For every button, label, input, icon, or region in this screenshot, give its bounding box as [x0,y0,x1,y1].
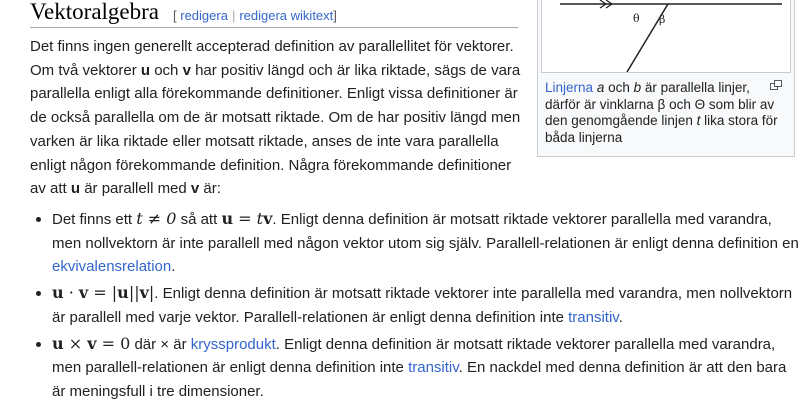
math-formula: u · v = |u||v| [52,283,155,303]
figure-caption [545,80,791,146]
list-item: u × v = 0 där × är kryssprodukt. Enligt denna definition är motsatt riktade vektorer parallella med varandra, men parallell-relationen är enligt denna definition inte transitiv. En nackdel med denna definition är att den bara är meningsfull i tre dimensioner. [30,332,800,404]
intro-line-2: Om två vektorer u och v har positiv längd och är lika riktade, sägs de vara [30,61,521,79]
figure-thumbnail [537,0,795,157]
intro-line-4: de också parallella om de är motsatt riktade. Om de har positiv längd men [30,109,521,127]
caption-line-1: Linjerna a och b är parallella linjer, [545,80,750,95]
label-theta: θ [633,12,640,25]
intro-line-3: parallella enligt alla förekommande definitioner. Enligt vissa definitioner är [30,85,518,103]
list-item: u · v = |u||v|. Enligt denna definition är motsatt riktade vektorer inte parallella med varandra, men nollvektorn är parallell med varje vektor. Parallell-relationen är enligt denna definition inte transitiv. [30,281,800,329]
caption-line-2: därför är vinklarna β och Θ som blir av [545,96,775,112]
math-formula: u × v = 0 [52,333,131,353]
edit-separator: | [231,8,236,23]
parallel-lines-figure[interactable] [541,0,791,73]
label-beta: β [659,13,666,26]
caption-line-3: den genomgående linjen t lika stora för [545,113,778,128]
intro-line-5: varken är lika riktade eller motsatt riktade, anses de inte vara parallella [30,132,499,150]
link-transitiv[interactable]: transitiv [408,359,459,377]
intro-line-1: Det finns ingen generellt accepterad definition av parallellitet för vektorer. [30,38,514,55]
math-formula: t ≠ 0 [136,209,177,228]
edit-wikitext-link[interactable]: redigera wikitext [239,8,334,23]
edit-section-links [173,8,337,23]
link-kryssprodukt[interactable]: kryssprodukt [190,335,276,353]
definitions-list [30,207,800,406]
caption-link-linjerna[interactable]: Linjerna [545,80,594,95]
section-title: Vektoralgebra [30,0,159,24]
bullet-icon [36,217,41,222]
link-ekvivalensrelation[interactable]: ekvivalensrelation [52,258,172,276]
edit-link[interactable]: redigera [180,8,228,23]
vector-v: v [182,61,191,79]
section-heading [30,0,518,28]
intro-line-6: enligt någon förekommande definition. Några förekommande definitioner [30,156,512,174]
math-formula: u = tv [221,209,273,228]
caption-line-4: båda linjerna [545,129,623,145]
list-item: Det finns ett t ≠ 0 så att u = tv. Enligt denna definition är motsatt riktade vektorer parallella med varandra, men nollvektorn är inte parallell med någon vektor utom sig själv. Parallell-relationen är enligt denna definition en ekvivalensrelation. [30,207,800,279]
vector-u: u [140,61,151,79]
intro-line-7: av att u är parallell med v är: [30,180,221,198]
link-transitiv[interactable]: transitiv [568,308,619,326]
bullet-icon [36,342,41,347]
bullet-icon [36,291,41,296]
edit-bracket-open: [ [173,8,177,23]
intro-paragraph [30,35,521,201]
edit-bracket-close: ] [333,8,337,23]
